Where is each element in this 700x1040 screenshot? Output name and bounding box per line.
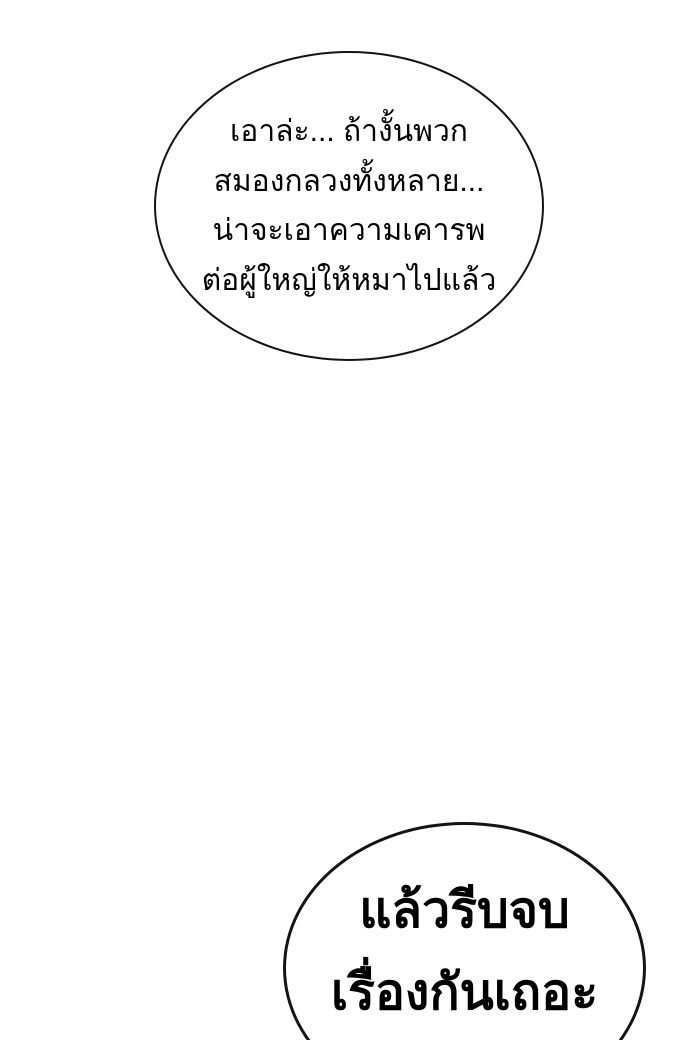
speech-bubble-top-text	[156, 107, 542, 305]
speech-bubble-top	[154, 51, 544, 361]
speech-line: เอาล่ะ... ถ้างั้นพวก	[230, 115, 468, 148]
speech-line: สมองกลวงทั้งหลาย...	[213, 164, 485, 198]
speech-line: แล้วรีบจบ	[359, 882, 570, 938]
speech-line: เรื่องกันเถอะ	[330, 964, 599, 1020]
speech-line: ต่อผู้ใหญ่ให้หมาไปแล้ว	[201, 263, 497, 297]
speech-line: น่าจะเอาความเคารพ	[212, 214, 486, 247]
speech-bubble-bottom-text	[286, 869, 643, 1033]
speech-bubble-bottom	[283, 822, 646, 1040]
